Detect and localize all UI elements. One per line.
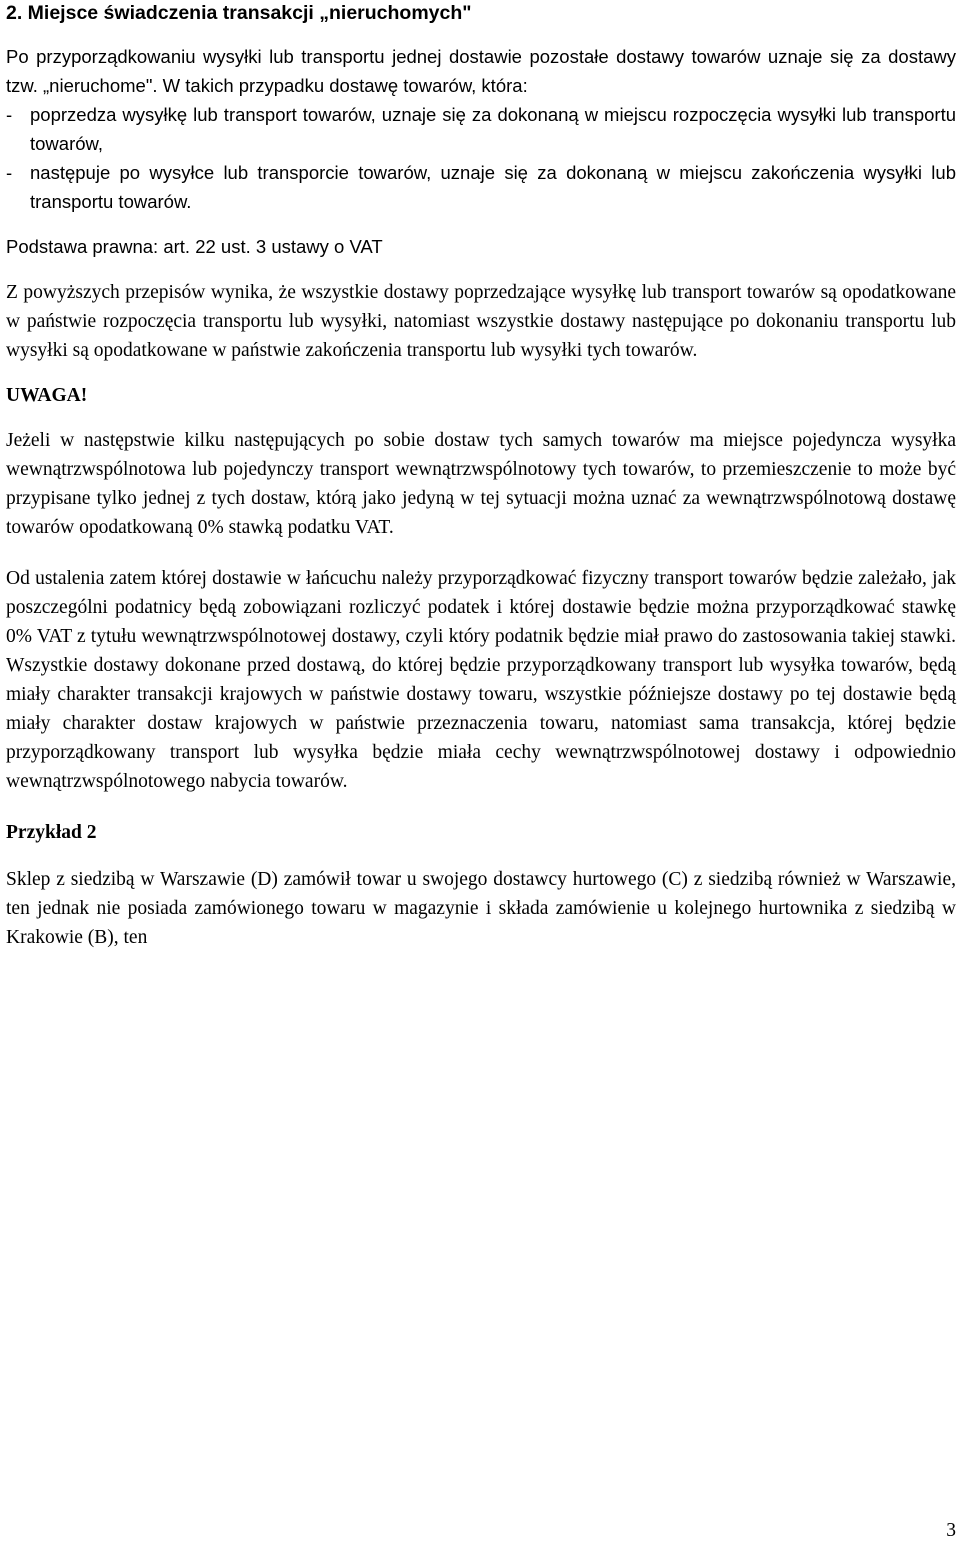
conclusion-paragraph: Z powyższych przepisów wynika, że wszystkie dostawy poprzedzające wysyłkę lub transport towarów są opodatkowane w państwie rozpoczęcia transportu lub wysyłki, natomiast wszystkie dostawy następujące po dokonaniu transportu lub wysyłki są opodatkowane w państwie zakończenia transportu lub wysyłki tych towarów. xyxy=(6,282,956,361)
list-item-text: następuje po wysyłce lub transporcie towarów, uznaje się za dokonaną w miejscu zakończenia wysyłki lub transportu towarów. xyxy=(30,162,956,212)
list-marker: - xyxy=(6,162,13,183)
list-item xyxy=(6,100,956,158)
document-page xyxy=(6,0,956,952)
section-heading: 2. Miejsce świadczenia transakcji „nieruchomych" xyxy=(6,2,472,24)
example-paragraph: Sklep z siedzibą w Warszawie (D) zamówił towar u swojego dostawcy hurtowego (C) z siedzibą również w Warszawie, ten jednak nie posiada zamówionego towaru w magazynie i składa zamówienie u kolejnego hurtownika z siedzibą w Krakowie (B), ten xyxy=(6,869,956,948)
example-title: Przykład 2 xyxy=(6,822,97,843)
warning-paragraph: Jeżeli w następstwie kilku następujących po sobie dostaw tych samych towarów ma miejsce pojedyncza wysyłka wewnątrzwspólnotowa lub pojedynczy transport wewnątrzwspólnotowy tych towarów, to przemieszczenie to może być przypisane tylko jednej z tych dostaw, którą jako jedyną w tej sytuacji można uznać za wewnątrzwspólnotową dostawę towarów opodatkowaną 0% stawką podatku VAT. xyxy=(6,430,956,538)
delivery-rules-list xyxy=(6,100,956,216)
list-item xyxy=(6,158,956,216)
list-marker: - xyxy=(6,104,13,125)
intro-paragraph: Po przyporządkowaniu wysyłki lub transportu jednej dostawie pozostałe dostawy towarów uznaje się za dostawy tzw. „nieruchome". W takich przypadku dostawę towarów, która: xyxy=(6,46,956,96)
page-number: 3 xyxy=(946,1520,956,1541)
legal-basis: Podstawa prawna: art. 22 ust. 3 ustawy o VAT xyxy=(6,236,383,257)
list-item-text: poprzedza wysyłkę lub transport towarów, uznaje się za dokonaną w miejscu rozpoczęcia wysyłki lub transportu towarów, xyxy=(30,104,956,154)
supply-chain-paragraph: Od ustalenia zatem której dostawie w łańcuchu należy przyporządkować fizyczny transport towarów będzie zależało, jak poszczególni podatnicy będą zobowiązani rozliczyć podatek i której dostawie będzie można przyporządkować stawkę 0% VAT z tytułu wewnątrzwspólnotowej dostawy, czyli który podatnik będzie miał prawo do zastosowania takiej stawki. Wszystkie dostawy dokonane przed dostawą, do której będzie przyporządkowany transport lub wysyłka towarów, będą miały charakter transakcji krajowych w państwie dostawy towaru, wszystkie późniejsze dostawy po tej dostawie będą miały charakter dostaw krajowych w państwie przeznaczenia towaru, natomiast sama transakcja, której będzie przyporządkowany transport lub wysyłka będzie miała cechy wewnątrzwspólnotowej dostawy i odpowiednio wewnątrzwspólnotowego nabycia towarów. xyxy=(6,568,956,792)
warning-title: UWAGA! xyxy=(6,385,88,406)
